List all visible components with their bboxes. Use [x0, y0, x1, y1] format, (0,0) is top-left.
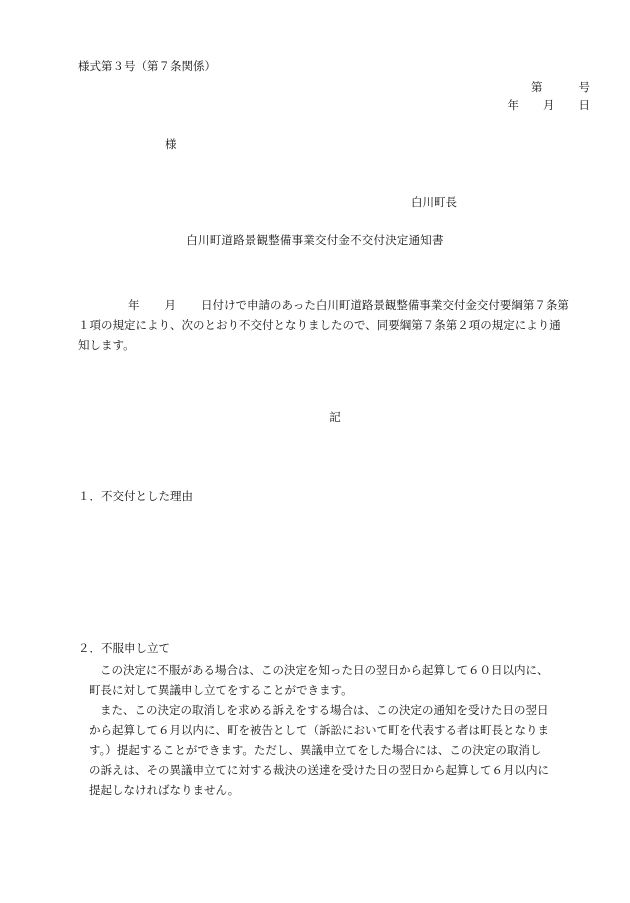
notice-body-line: 知します。: [78, 338, 135, 352]
appeal-line: す。）提起することができます。ただし、異議申立てをした場合には、この決定の取消し: [89, 743, 542, 757]
notice-body-line: [78, 295, 593, 315]
body-line1-rest: 日付けで申請のあった白川町道路景観整備事業交付金交付要綱第７条第: [201, 298, 569, 312]
document-title: 白川町道路景観整備事業交付金不交付決定通知書: [186, 233, 444, 247]
ki-heading: 記: [329, 410, 341, 424]
addressee-honorific: 様: [165, 137, 177, 151]
appeal-line: から起算して６月以内に、町を被告として（訴訟において町を代表する者は町長となりま: [89, 723, 549, 737]
date-year: 年: [507, 98, 519, 112]
date-month: 月: [543, 98, 555, 112]
section-1-heading: １．不交付とした理由: [78, 489, 193, 503]
form-number: 様式第３号（第７条関係）: [78, 59, 216, 73]
section-2-heading: ２．不服申し立て: [78, 641, 170, 655]
issuer-name: 白川町長: [411, 195, 457, 209]
appeal-line: この決定に不服がある場合は、この決定を知った日の翌日から起算して６０日以内に、: [100, 663, 549, 677]
document-number: [531, 82, 590, 94]
body-year: 年: [128, 298, 140, 312]
document-number-prefix: 第: [531, 80, 543, 94]
appeal-line: の訴えは、その異議申立てに対する裁決の送達を受けた日の翌日から起算して６月以内に: [89, 763, 549, 777]
body-month: 月: [164, 298, 176, 312]
notice-body: [78, 295, 593, 355]
appeal-line: また、この決定の取消しを求める訴えをする場合は、この決定の通知を受けた日の翌日: [100, 703, 549, 717]
document-number-suffix: 号: [578, 80, 590, 94]
appeal-paragraphs: [78, 660, 593, 800]
appeal-line: 町長に対して異議申し立てをすることができます。: [89, 683, 353, 697]
document-date: [508, 100, 591, 112]
appeal-line: 提起しなければなりません。: [89, 783, 240, 797]
notice-body-line: １項の規定により、次のとおり不交付となりましたので、同要綱第７条第２項の規定により通: [78, 318, 561, 332]
date-day: 日: [578, 98, 590, 112]
